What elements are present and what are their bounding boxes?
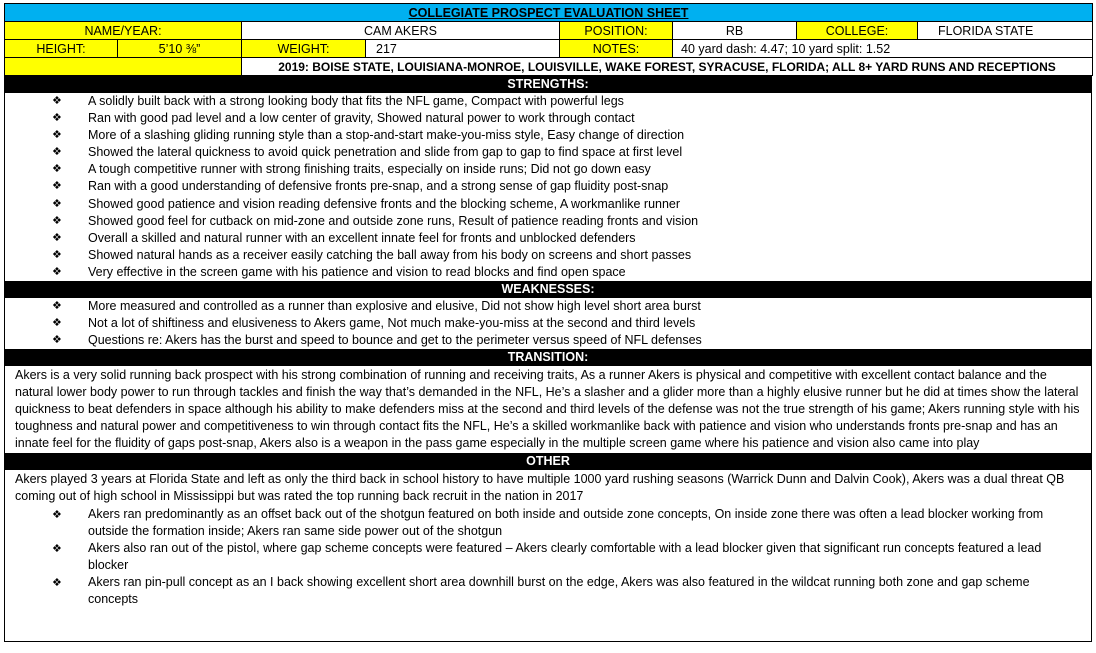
diamond-bullet-icon: ❖: [52, 163, 62, 176]
list-item: [5, 161, 1091, 178]
list-item: [5, 127, 1091, 144]
list-item: [5, 230, 1091, 247]
transition-heading: TRANSITION:: [4, 349, 1092, 366]
strengths-list: [5, 93, 1091, 281]
name-value: CAM AKERS: [242, 22, 560, 40]
list-item-text: Not a lot of shiftiness and elusiveness to Akers game, Not much make-you-miss at the second and third levels: [88, 316, 696, 331]
list-item-text: Ran with a good understanding of defensive fronts pre-snap, and a strong sense of gap fluidity post-snap: [88, 179, 669, 194]
list-item: [5, 298, 1091, 315]
height-value: 5’10 ⅜”: [118, 40, 242, 58]
notes-value: 40 yard dash: 4.47; 10 yard split: 1.52: [673, 40, 1093, 58]
college-label: COLLEGE:: [797, 22, 918, 40]
diamond-bullet-icon: ❖: [52, 248, 62, 261]
diamond-bullet-icon: ❖: [52, 300, 62, 313]
diamond-bullet-icon: ❖: [52, 334, 62, 347]
diamond-bullet-icon: • ❖: [52, 577, 62, 590]
diamond-bullet-icon: ❖: [52, 265, 62, 278]
position-value: RB: [673, 22, 797, 40]
weaknesses-heading: WEAKNESSES:: [4, 281, 1092, 298]
transition-section: [4, 366, 1092, 453]
diamond-bullet-icon: ❖: [52, 146, 62, 159]
diamond-bullet-icon: ❖: [52, 95, 62, 107]
diamond-bullet-icon: ❖: [52, 317, 62, 330]
list-item: [5, 110, 1091, 127]
other-heading: OTHER: [4, 453, 1092, 470]
weaknesses-section: [4, 298, 1092, 349]
list-item: [5, 315, 1091, 332]
list-item-text: Very effective in the screen game with his patience and vision to read blocks and find open space: [88, 264, 626, 279]
list-item: [5, 540, 1091, 574]
list-item-text: Akers also ran out of the pistol, where gap scheme concepts were featured – Akers clearly comfortable with a lead blocker given that significant run concepts featured a lead blocker: [88, 541, 1042, 573]
transition-text: Akers is a very solid running back prospect with his strong combination of running and receiving traits, As a runner Akers is physical and competitive with excellent contact balance and the natural lower body power to run through tackles and finish the way that’s demanded in the NFL, He’s a slasher and a glider more than a highly elusive runner but he did at times show the lateral quickness to beat defenders in space although his ability to make defenders miss at the second and third levels of the defense was not the true strength of his game; Akers running style with his toughness and natural power and competitiveness to win through contact fits the NFL, He’s a skilled workmanlike back with patience and vision who understands fronts pre-snap and has an innate feel for the fluidity of gaps post-snap, Akers also is a weapon in the pass game especially in the multiple screen game where his patience and vision also came into play: [15, 368, 1080, 451]
list-item-text: Akers ran pin-pull concept as an I back showing excellent short area downhill burst on the edge, Akers was also featured in the wildcat running both zone and gap scheme concepts: [88, 575, 1030, 607]
evaluation-sheet: [4, 3, 1092, 642]
diamond-bullet-icon: ❖: [52, 231, 62, 244]
diamond-bullet-icon: ❖: [52, 214, 62, 227]
list-item: [5, 247, 1091, 264]
strengths-heading: STRENGTHS:: [4, 76, 1092, 93]
notes-label: NOTES:: [560, 40, 673, 58]
list-item-text: A tough competitive runner with strong finishing traits, especially on inside runs; Did not go down easy: [88, 162, 651, 177]
list-item-text: Showed natural hands as a receiver easily catching the ball away from his body on screens and short passes: [88, 247, 692, 262]
list-item: [5, 213, 1091, 230]
diamond-bullet-icon: • ❖: [52, 509, 62, 522]
other-list: [5, 506, 1091, 608]
list-item: [5, 264, 1091, 281]
games-watched: 2019: BOISE STATE, LOUISIANA-MONROE, LOUISVILLE, WAKE FOREST, SYRACUSE, FLORIDA; ALL 8+ YARD RUNS AND RECEPTIONS: [242, 58, 1093, 76]
diamond-bullet-icon: ❖: [52, 112, 62, 125]
height-label: HEIGHT:: [5, 40, 118, 58]
diamond-bullet-icon: ❖: [52, 180, 62, 193]
other-section: [4, 470, 1092, 642]
list-item-text: Questions re: Akers has the burst and speed to bounce and get to the perimeter versus speed of NFL defenses: [88, 333, 702, 348]
list-item-text: Showed good feel for cutback on mid-zone and outside zone runs, Result of patience reading fronts and vision: [88, 213, 699, 228]
name-label: NAME/YEAR:: [5, 22, 242, 40]
position-label: POSITION:: [560, 22, 673, 40]
weight-label: WEIGHT:: [242, 40, 366, 58]
list-item-text: Akers ran predominantly as an offset back out of the shotgun featured on both inside and outside zone concepts, On inside zone there was often a lead blocker working from outside the formation inside; Akers ran same side power out of the shotgun: [88, 507, 1044, 539]
weaknesses-list: [5, 298, 1091, 349]
list-item: [5, 506, 1091, 540]
games-spacer: [5, 58, 242, 76]
list-item: [5, 93, 1091, 110]
list-item: [5, 196, 1091, 213]
list-item-text: Showed the lateral quickness to avoid quick penetration and slide from gap to gap to find space at first level: [88, 145, 683, 160]
list-item-text: A solidly built back with a strong looking body that fits the NFL game, Compact with powerful legs: [88, 94, 624, 108]
list-item-text: More measured and controlled as a runner than explosive and elusive, Did not show high level short area burst: [88, 299, 701, 314]
list-item-text: Overall a skilled and natural runner with an excellent innate feel for fronts and unblocked defenders: [88, 230, 636, 245]
header-table: [4, 3, 1093, 76]
list-item-text: Showed good patience and vision reading defensive fronts and the blocking scheme, A workmanlike runner: [88, 196, 681, 211]
list-item: [5, 574, 1091, 608]
diamond-bullet-icon: • ❖: [52, 543, 62, 556]
list-item: [5, 144, 1091, 161]
list-item: [5, 178, 1091, 195]
list-item-text: More of a slashing gliding running style than a stop-and-start make-you-miss style, Easy change of direction: [88, 128, 685, 143]
other-text: Akers played 3 years at Florida State and left as only the third back in school history to have multiple 1000 yard rushing seasons (Warrick Dunn and Dalvin Cook), Akers was a dual threat QB coming out of high school in Mississippi but was rated the top running back recruit in the nation in 2017: [15, 472, 1065, 504]
diamond-bullet-icon: ❖: [52, 197, 62, 210]
list-item: [5, 332, 1091, 349]
diamond-bullet-icon: ❖: [52, 129, 62, 142]
list-item-text: Ran with good pad level and a low center of gravity, Showed natural power to work through contact: [88, 111, 635, 126]
strengths-section: [4, 93, 1092, 281]
sheet-title: COLLEGIATE PROSPECT EVALUATION SHEET: [5, 4, 1093, 22]
weight-value: 217: [366, 40, 560, 58]
college-value: FLORIDA STATE: [918, 22, 1093, 40]
